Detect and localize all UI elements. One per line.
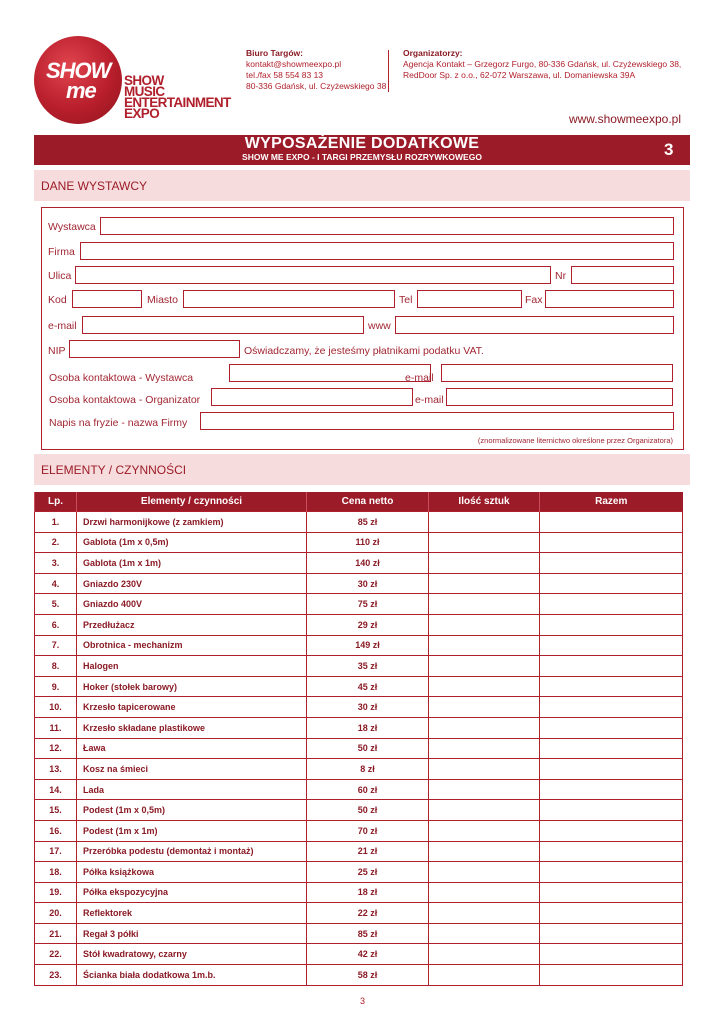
- frieze-note: (znormalizowane liternictwo określone przez Organizatora): [477, 436, 673, 445]
- row-quantity-input[interactable]: [429, 965, 540, 986]
- row-total-input[interactable]: [540, 512, 683, 533]
- table-row: [35, 573, 683, 594]
- table-row: [35, 676, 683, 697]
- email-field[interactable]: [82, 316, 364, 334]
- row-quantity-input[interactable]: [429, 841, 540, 862]
- row-item-name: Lada: [77, 779, 307, 800]
- row-quantity-input[interactable]: [429, 779, 540, 800]
- row-quantity-input[interactable]: [429, 676, 540, 697]
- row-quantity-input[interactable]: [429, 738, 540, 759]
- row-lp: 2.: [35, 532, 77, 553]
- row-lp: 4.: [35, 573, 77, 594]
- logo-mark-me: me: [66, 78, 96, 103]
- row-quantity-input[interactable]: [429, 759, 540, 780]
- row-item-name: Przedłużacz: [77, 614, 307, 635]
- label-ulica: Ulica: [48, 270, 72, 282]
- page-subtitle: SHOW ME EXPO - I TARGI PRZEMYSŁU ROZRYWKOWEGO: [242, 152, 482, 162]
- office-heading: Biuro Targów:: [246, 48, 303, 58]
- table-row: [35, 532, 683, 553]
- row-lp: 7.: [35, 635, 77, 656]
- row-total-input[interactable]: [540, 965, 683, 986]
- row-price: 75 zł: [307, 594, 429, 615]
- table-row: [35, 614, 683, 635]
- row-price: 18 zł: [307, 882, 429, 903]
- label-nr: Nr: [555, 270, 567, 282]
- header-items: Elementy / czynności: [77, 492, 307, 512]
- logo-text: [124, 75, 231, 119]
- row-lp: 21.: [35, 923, 77, 944]
- row-quantity-input[interactable]: [429, 717, 540, 738]
- row-total-input[interactable]: [540, 820, 683, 841]
- row-lp: 16.: [35, 820, 77, 841]
- table-row: [35, 903, 683, 924]
- table-row: [35, 800, 683, 821]
- row-price: 30 zł: [307, 697, 429, 718]
- row-item-name: Drzwi harmonijkowe (z zamkiem): [77, 512, 307, 533]
- label-www: www: [368, 320, 391, 332]
- row-item-name: Reflektorek: [77, 903, 307, 924]
- row-lp: 10.: [35, 697, 77, 718]
- row-lp: 19.: [35, 882, 77, 903]
- row-lp: 14.: [35, 779, 77, 800]
- row-total-input[interactable]: [540, 923, 683, 944]
- row-lp: 23.: [35, 965, 77, 986]
- row-total-input[interactable]: [540, 800, 683, 821]
- row-total-input[interactable]: [540, 676, 683, 697]
- row-quantity-input[interactable]: [429, 614, 540, 635]
- row-price: 21 zł: [307, 841, 429, 862]
- table-row: [35, 820, 683, 841]
- table-row: [35, 882, 683, 903]
- row-item-name: Przeróbka podestu (demontaż i montaż): [77, 841, 307, 862]
- row-price: 58 zł: [307, 965, 429, 986]
- row-item-name: Ława: [77, 738, 307, 759]
- table-row: [35, 697, 683, 718]
- organizers-heading: Organizatorzy:: [403, 48, 463, 58]
- row-quantity-input[interactable]: [429, 903, 540, 924]
- row-item-name: Krzesło tapicerowane: [77, 697, 307, 718]
- page-number: 3: [359, 996, 365, 1006]
- row-price: 149 zł: [307, 635, 429, 656]
- form-number: 3: [664, 140, 674, 159]
- label-tel: Tel: [399, 294, 413, 306]
- logo-line-4: EXPO: [124, 106, 160, 121]
- table-row: [35, 594, 683, 615]
- organizers-line-1: Agencja Kontakt – Grzegorz Furgo, 80-336 Gdańsk, ul. Czyżewskiego 38,: [403, 59, 682, 69]
- row-total-input[interactable]: [540, 656, 683, 677]
- fax-field[interactable]: [545, 290, 674, 308]
- label-email: e-mail: [48, 320, 77, 332]
- label-miasto: Miasto: [147, 294, 178, 306]
- nr-field[interactable]: [571, 266, 674, 284]
- label-frieze: Napis na fryzie - nazwa Firmy: [49, 417, 188, 429]
- row-lp: 5.: [35, 594, 77, 615]
- row-price: 8 zł: [307, 759, 429, 780]
- tel-field[interactable]: [417, 290, 522, 308]
- office-email[interactable]: kontakt@showmeexpo.pl: [246, 59, 342, 69]
- header-lp: Lp.: [35, 492, 77, 512]
- table-row: [35, 635, 683, 656]
- row-lp: 3.: [35, 553, 77, 574]
- logo-line-2: MUSIC: [124, 84, 165, 99]
- row-price: 35 zł: [307, 656, 429, 677]
- row-lp: 12.: [35, 738, 77, 759]
- label-contact-email-2: e-mail: [415, 394, 444, 406]
- row-quantity-input[interactable]: [429, 532, 540, 553]
- row-item-name: Gniazdo 230V: [77, 573, 307, 594]
- row-quantity-input[interactable]: [429, 553, 540, 574]
- row-total-input[interactable]: [540, 697, 683, 718]
- row-lp: 17.: [35, 841, 77, 862]
- office-info: [246, 48, 386, 92]
- row-lp: 13.: [35, 759, 77, 780]
- row-price: 50 zł: [307, 738, 429, 759]
- row-total-input[interactable]: [540, 738, 683, 759]
- row-total-input[interactable]: [540, 635, 683, 656]
- logo-line-1: SHOW: [124, 73, 164, 88]
- row-quantity-input[interactable]: [429, 656, 540, 677]
- row-total-input[interactable]: [540, 594, 683, 615]
- row-item-name: Stół kwadratowy, czarny: [77, 944, 307, 965]
- table-row: [35, 944, 683, 965]
- items-table: [34, 492, 683, 986]
- row-item-name: Halogen: [77, 656, 307, 677]
- www-field[interactable]: [395, 316, 674, 334]
- frieze-field[interactable]: [200, 412, 674, 430]
- row-total-input[interactable]: [540, 862, 683, 883]
- row-quantity-input[interactable]: [429, 800, 540, 821]
- vat-statement: Oświadczamy, że jesteśmy płatnikami podatku VAT.: [244, 345, 484, 357]
- row-price: 30 zł: [307, 573, 429, 594]
- nip-field[interactable]: [69, 340, 240, 358]
- label-kod: Kod: [48, 294, 67, 306]
- row-price: 85 zł: [307, 512, 429, 533]
- row-price: 50 zł: [307, 800, 429, 821]
- row-price: 70 zł: [307, 820, 429, 841]
- website-link[interactable]: www.showmeexpo.pl: [568, 112, 681, 126]
- label-contact-exhibitor: Osoba kontaktowa - Wystawca: [49, 372, 194, 384]
- row-item-name: Krzesło składane plastikowe: [77, 717, 307, 738]
- label-wystawca: Wystawca: [48, 221, 96, 233]
- organizers-info: [403, 48, 681, 81]
- row-quantity-input[interactable]: [429, 923, 540, 944]
- kod-field[interactable]: [72, 290, 142, 308]
- row-total-input[interactable]: [540, 903, 683, 924]
- row-lp: 9.: [35, 676, 77, 697]
- header-price: Cena netto: [307, 492, 429, 512]
- section-exhibitor-header: [34, 170, 690, 201]
- row-lp: 11.: [35, 717, 77, 738]
- table-row: [35, 717, 683, 738]
- row-item-name: Kosz na śmieci: [77, 759, 307, 780]
- row-quantity-input[interactable]: [429, 594, 540, 615]
- row-item-name: Podest (1m x 0,5m): [77, 800, 307, 821]
- logo-mark-show: SHOW: [46, 58, 111, 83]
- table-header-row: [35, 492, 683, 512]
- row-price: 45 zł: [307, 676, 429, 697]
- row-lp: 15.: [35, 800, 77, 821]
- row-total-input[interactable]: [540, 779, 683, 800]
- organizers-line-2: RedDoor Sp. z o.o., 62-072 Warszawa, ul. Domaniewska 39A: [403, 70, 636, 80]
- header-total: Razem: [540, 492, 683, 512]
- row-price: 25 zł: [307, 862, 429, 883]
- row-item-name: Obrotnica - mechanizm: [77, 635, 307, 656]
- label-nip: NIP: [48, 345, 66, 357]
- row-total-input[interactable]: [540, 944, 683, 965]
- section-exhibitor-title: DANE WYSTAWCY: [41, 179, 148, 193]
- row-total-input[interactable]: [540, 882, 683, 903]
- row-total-input[interactable]: [540, 573, 683, 594]
- row-price: 140 zł: [307, 553, 429, 574]
- row-quantity-input[interactable]: [429, 820, 540, 841]
- firma-field[interactable]: [80, 242, 674, 260]
- row-price: 110 zł: [307, 532, 429, 553]
- row-total-input[interactable]: [540, 553, 683, 574]
- header-quantity: Ilość sztuk: [429, 492, 540, 512]
- row-lp: 18.: [35, 862, 77, 883]
- label-contact-email-1: e-mail: [405, 372, 434, 384]
- contact-email-1-field[interactable]: [441, 364, 673, 382]
- label-contact-organizer: Osoba kontaktowa - Organizator: [49, 394, 201, 406]
- row-item-name: Podest (1m x 1m): [77, 820, 307, 841]
- row-price: 60 zł: [307, 779, 429, 800]
- row-quantity-input[interactable]: [429, 697, 540, 718]
- row-price: 85 zł: [307, 923, 429, 944]
- contact-email-2-field[interactable]: [446, 388, 673, 406]
- row-item-name: Hoker (stołek barowy): [77, 676, 307, 697]
- row-lp: 22.: [35, 944, 77, 965]
- row-item-name: Półka ekspozycyjna: [77, 882, 307, 903]
- row-price: 18 zł: [307, 717, 429, 738]
- table-row: [35, 553, 683, 574]
- row-lp: 20.: [35, 903, 77, 924]
- office-address: 80-336 Gdańsk, ul. Czyżewskiego 38: [246, 81, 387, 91]
- row-item-name: Gniazdo 400V: [77, 594, 307, 615]
- header-divider: [388, 50, 389, 92]
- row-price: 22 zł: [307, 903, 429, 924]
- row-quantity-input[interactable]: [429, 635, 540, 656]
- contact-organizer-field[interactable]: [211, 388, 413, 406]
- row-quantity-input[interactable]: [429, 944, 540, 965]
- row-quantity-input[interactable]: [429, 882, 540, 903]
- row-price: 29 zł: [307, 614, 429, 635]
- section-items-header: [34, 454, 690, 485]
- row-total-input[interactable]: [540, 532, 683, 553]
- row-item-name: Gablota (1m x 1m): [77, 553, 307, 574]
- table-row: [35, 512, 683, 533]
- row-quantity-input[interactable]: [429, 862, 540, 883]
- logo-line-3: ENTERTAINMENT: [124, 95, 231, 110]
- row-quantity-input[interactable]: [429, 573, 540, 594]
- row-lp: 8.: [35, 656, 77, 677]
- row-quantity-input[interactable]: [429, 512, 540, 533]
- wystawca-field[interactable]: [100, 217, 674, 235]
- page-title: WYPOSAŻENIE DODATKOWE: [244, 135, 480, 152]
- contact-exhibitor-field[interactable]: [229, 364, 431, 382]
- table-row: [35, 656, 683, 677]
- table-row: [35, 841, 683, 862]
- table-row: [35, 779, 683, 800]
- row-total-input[interactable]: [540, 841, 683, 862]
- label-fax: Fax: [525, 294, 543, 306]
- row-item-name: Półka książkowa: [77, 862, 307, 883]
- miasto-field[interactable]: [183, 290, 395, 308]
- table-row: [35, 738, 683, 759]
- row-total-input[interactable]: [540, 614, 683, 635]
- table-row: [35, 862, 683, 883]
- row-lp: 6.: [35, 614, 77, 635]
- office-phone: tel./fax 58 554 83 13: [246, 70, 324, 80]
- section-items-title: ELEMENTY / CZYNNOŚCI: [41, 463, 187, 477]
- table-row: [35, 923, 683, 944]
- ulica-field[interactable]: [75, 266, 551, 284]
- row-total-input[interactable]: [540, 759, 683, 780]
- row-item-name: Regał 3 półki: [77, 923, 307, 944]
- row-price: 42 zł: [307, 944, 429, 965]
- row-item-name: Ścianka biała dodatkowa 1m.b.: [77, 965, 307, 986]
- table-row: [35, 965, 683, 986]
- row-total-input[interactable]: [540, 717, 683, 738]
- row-item-name: Gablota (1m x 0,5m): [77, 532, 307, 553]
- row-lp: 1.: [35, 512, 77, 533]
- table-row: [35, 759, 683, 780]
- label-firma: Firma: [48, 246, 75, 258]
